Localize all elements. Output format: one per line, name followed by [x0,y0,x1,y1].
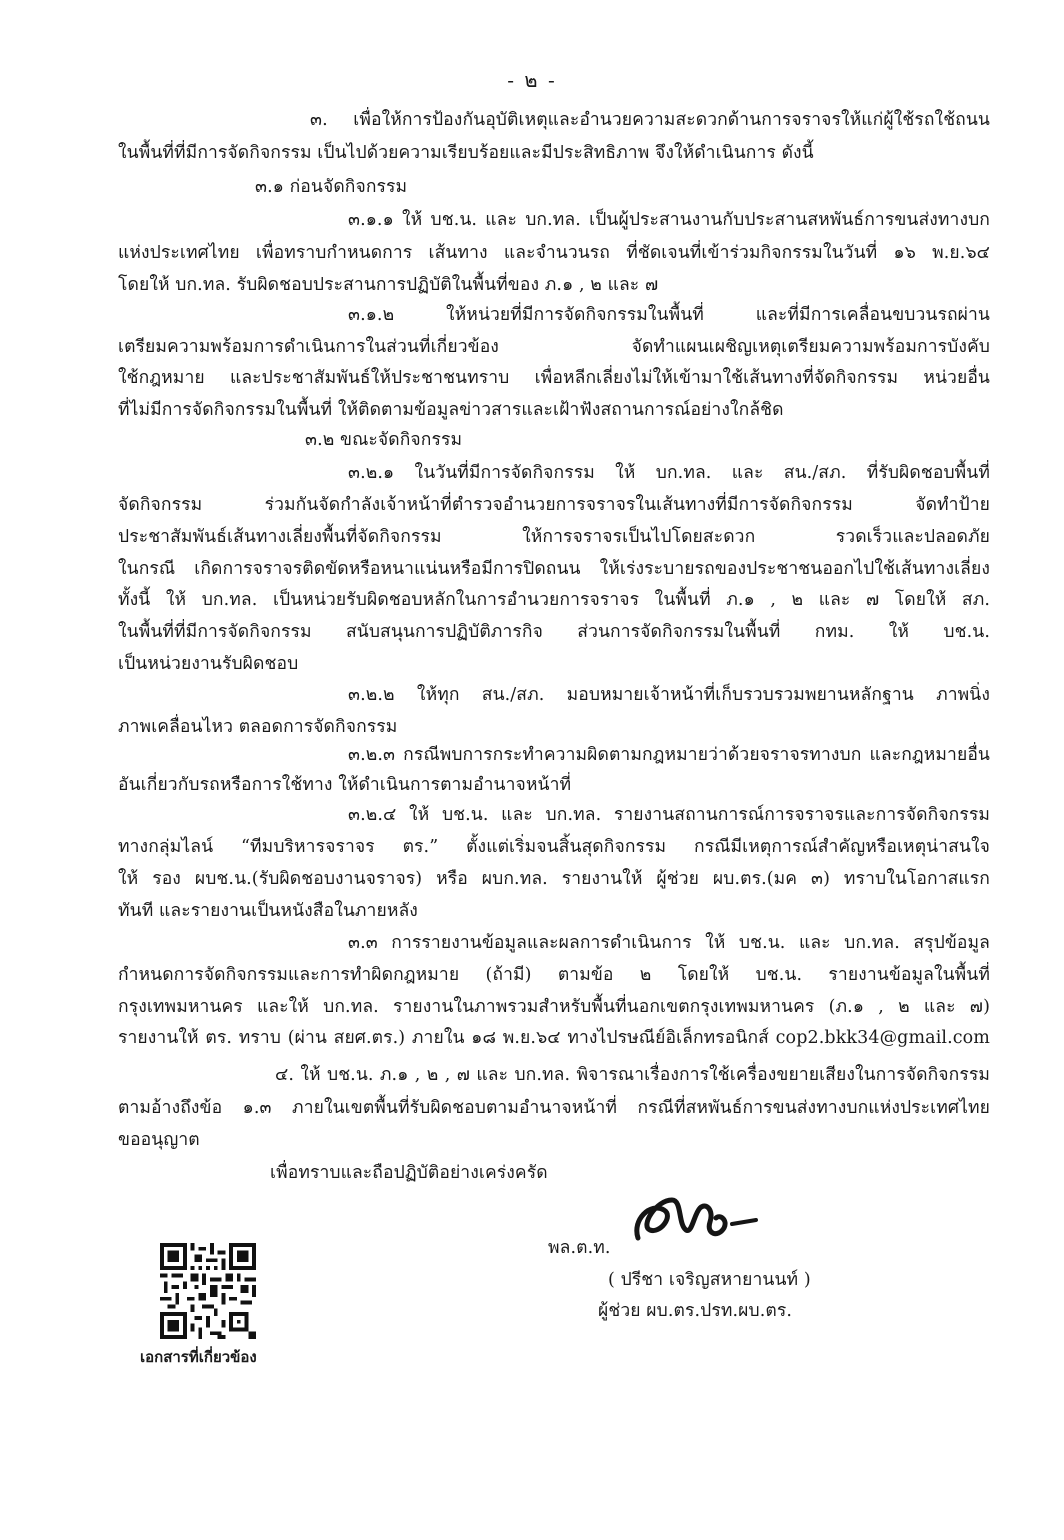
signatory-rank: พล.ต.ท. [548,1238,611,1258]
closing-line: เพื่อทราบและถือปฏิบัติอย่างเคร่งครัด [270,1163,548,1183]
para-3-3-line4: รายงานให้ ตร. ทราบ (ผ่าน สยศ.ตร.) ภายใน ๑๘ พ.ย.๖๔ ทางไปรษณีย์อิเล็กทรอนิกส์ cop2.bkk34@gmail.com [118,1028,990,1048]
para-3-3-line2: กำหนดการจัดกิจกรรมและการทำผิดกฎหมาย (ถ้ามี) ตามข้อ ๒ โดยให้ บช.น. รายงานข้อมูลในพื้นที่ [118,965,990,985]
para-3-3-line1: ๓.๓ การรายงานข้อมูลและผลการดำเนินการ ให้ บช.น. และ บก.ทล. สรุปข้อมูล [348,933,990,953]
para-3-2-2-line2: ภาพเคลื่อนไหว ตลอดการจัดกิจกรรม [118,717,398,737]
section4-line1: ๔. ให้ บช.น. ภ.๑ , ๒ , ๗ และ บก.ทล. พิจารณาเรื่องการใช้เครื่องขยายเสียงในการจัดกิจกรรม [275,1065,990,1085]
para-3-2-4-line4: ทันที และรายงานเป็นหนังสือในภายหลัง [118,901,418,921]
para-3-1-2-line4: ที่ไม่มีการจัดกิจกรรมในพื้นที่ ให้ติดตามข้อมูลข่าวสารและเฝ้าฟังสถานการณ์อย่างใกล้ชิด [118,400,784,420]
qr-code-icon[interactable] [160,1243,256,1339]
para-3-2-2-line1: ๓.๒.๒ ให้ทุก สน./สภ. มอบหมายเจ้าหน้าที่เก็บรวบรวมพยานหลักฐาน ภาพนิ่ง [348,685,990,705]
section4-line3: ขออนุญาต [118,1130,200,1150]
signatory-name: ( ปรีชา เจริญสหายานนท์ ) [608,1270,811,1290]
handwritten-signature [620,1180,780,1260]
para-3-1-1-line2: แห่งประเทศไทย เพื่อทราบกำหนดการ เส้นทาง และจำนวนรถ ที่ชัดเจนที่เข้าร่วมกิจกรรมในวันที่ ๑๖ พ.ย.๖๔ [118,243,990,263]
para-3-2-3-line1: ๓.๒.๓ กรณีพบการกระทำความผิดตามกฎหมายว่าด้วยจราจรทางบก และกฎหมายอื่น [348,745,990,765]
para-3-2-1-line6: ในพื้นที่ที่มีการจัดกิจกรรม สนับสนุนการปฏิบัติภารกิจ ส่วนการจัดกิจกรรมในพื้นที่ กทม. ให้ บช.น. [118,622,990,642]
para-3-2-1-line3: ประชาสัมพันธ์เส้นทางเลี่ยงพื้นที่จัดกิจกรรม ให้การจราจรเป็นไปโดยสะดวก รวดเร็วและปลอดภัย [118,527,990,547]
section3-intro-line1: ๓. เพื่อให้การป้องกันอุบัติเหตุและอำนวยความสะดวกด้านการจราจรให้แก่ผู้ใช้รถใช้ถนน [310,110,990,130]
para-3-2-1-line7: เป็นหน่วยงานรับผิดชอบ [118,654,299,674]
heading-3-2: ๓.๒ ขณะจัดกิจกรรม [305,430,463,450]
para-3-2-4-line1: ๓.๒.๔ ให้ บช.น. และ บก.ทล. รายงานสถานการณ์การจราจรและการจัดกิจกรรม [348,805,990,825]
para-3-2-4-line2: ทางกลุ่มไลน์ “ทีมบริหารจราจร ตร.” ตั้งแต่เริ่มจนสิ้นสุดกิจกรรม กรณีมีเหตุการณ์สำคัญหรือเหตุน่าสนใจ [118,837,990,857]
qr-caption: เอกสารที่เกี่ยวข้อง [140,1348,257,1366]
section4-line2: ตามอ้างถึงข้อ ๑.๓ ภายในเขตพื้นที่รับผิดชอบตามอำนาจหน้าที่ กรณีที่สหพันธ์การขนส่งทางบกแห่งประเทศไทย [118,1098,990,1118]
para-3-2-1-line4: ในกรณี เกิดการจราจรติดขัดหรือหนาแน่นหรือมีการปิดถนน ให้เร่งระบายรถของประชาชนออกไปใช้เส้นทางเลี่ยง [118,559,990,579]
para-3-1-2-line3: ใช้กฎหมาย และประชาสัมพันธ์ให้ประชาชนทราบ เพื่อหลีกเลี่ยงไม่ให้เข้ามาใช้เส้นทางที่จัดกิจกรรม หน่วยอื่น [118,368,990,388]
para-3-1-1-line1: ๓.๑.๑ ให้ บช.น. และ บก.ทล. เป็นผู้ประสานงานกับประสานสหพันธ์การขนส่งทางบก [348,210,990,230]
para-3-1-2-line2: เตรียมความพร้อมการดำเนินการในส่วนที่เกี่ยวข้อง จัดทำแผนเผชิญเหตุเตรียมความพร้อมการบังคับ [118,337,990,357]
signatory-position: ผู้ช่วย ผบ.ตร.ปรท.ผบ.ตร. [598,1301,792,1321]
para-3-1-1-line3: โดยให้ บก.ทล. รับผิดชอบประสานการปฏิบัติในพื้นที่ของ ภ.๑ , ๒ และ ๗ [118,275,659,295]
para-3-2-3-line2: อันเกี่ยวกับรถหรือการใช้ทาง ให้ดำเนินการตามอำนาจหน้าที่ [118,775,572,795]
section3-intro-line2: ในพื้นที่ที่มีการจัดกิจกรรม เป็นไปด้วยความเรียบร้อยและมีประสิทธิภาพ จึงให้ดำเนินการ ดังนี้ [118,143,814,163]
heading-3-1: ๓.๑ ก่อนจัดกิจกรรม [255,177,408,197]
para-3-2-1-line2: จัดกิจกรรม ร่วมกันจัดกำลังเจ้าหน้าที่ตำรวจอำนวยการจราจรในเส้นทางที่มีการจัดกิจกรรม จัดทำป้าย [118,495,990,515]
para-3-3-line3: กรุงเทพมหานคร และให้ บก.ทล. รายงานในภาพรวมสำหรับพื้นที่นอกเขตกรุงเทพมหานคร (ภ.๑ , ๒ และ ๗) [118,997,990,1017]
page-number: - ๒ - [507,68,557,92]
para-3-2-1-line5: ทั้งนี้ ให้ บก.ทล. เป็นหน่วยรับผิดชอบหลักในการอำนวยการจราจร ในพื้นที่ ภ.๑ , ๒ และ ๗ โดยให้ สภ. [118,590,990,610]
para-3-2-1-line1: ๓.๒.๑ ในวันที่มีการจัดกิจกรรม ให้ บก.ทล. และ สน./สภ. ที่รับผิดชอบพื้นที่ [348,463,990,483]
para-3-1-2-line1: ๓.๑.๒ ให้หน่วยที่มีการจัดกิจกรรมในพื้นที่ และที่มีการเคลื่อนขบวนรถผ่าน [348,305,990,325]
para-3-2-4-line3: ให้ รอง ผบช.น.(รับผิดชอบงานจราจร) หรือ ผบก.ทล. รายงานให้ ผู้ช่วย ผบ.ตร.(มค ๓) ทราบในโอกาสแรก [118,869,990,889]
